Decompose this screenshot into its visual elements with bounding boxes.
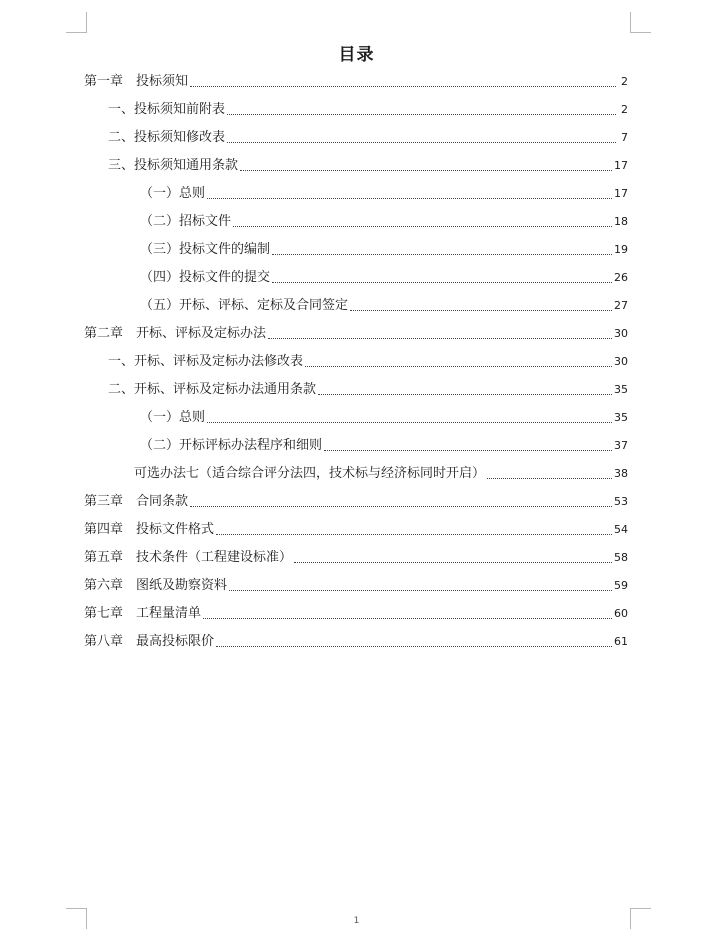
toc-entry-page: 37 (614, 439, 628, 452)
toc-entry-text: 可选办法七（适合综合评分法四，技术标与经济标同时开启） (134, 466, 486, 481)
toc-entry-page: 38 (614, 467, 628, 480)
toc-entry-page: 19 (614, 243, 628, 256)
toc-entry-text: （二）开标评标办法程序和细则 (140, 438, 323, 453)
toc-entry-text: 第四章 投标文件格式 (84, 522, 215, 537)
toc-entry-page: 61 (614, 635, 628, 648)
toc-entry-page: 17 (614, 159, 628, 172)
toc-entry-page: 35 (614, 411, 628, 424)
toc-entry[interactable] (84, 628, 628, 656)
toc-dot-leader (216, 533, 612, 535)
toc-entry-text: （二）招标文件 (140, 214, 232, 229)
toc-dot-leader (240, 169, 612, 171)
toc-entry[interactable] (84, 600, 628, 628)
toc-dot-leader (227, 141, 616, 143)
toc-dot-leader (324, 449, 612, 451)
toc-entry-text: 一、投标须知前附表 (108, 102, 226, 117)
toc-dot-leader (190, 505, 612, 507)
toc-entry[interactable] (84, 68, 628, 96)
toc-entry[interactable] (84, 516, 628, 544)
toc-entry[interactable] (84, 152, 628, 180)
toc-dot-leader (272, 281, 612, 283)
toc-entry-text: 第八章 最高投标限价 (84, 634, 215, 649)
toc-entry[interactable] (84, 460, 628, 488)
toc-entry-page: 30 (614, 355, 628, 368)
toc-entry-page: 59 (614, 579, 628, 592)
toc-dot-leader (190, 85, 616, 87)
toc-entry-page: 53 (614, 495, 628, 508)
toc-entry-page: 17 (614, 187, 628, 200)
toc-entry[interactable] (84, 404, 628, 432)
toc-entry-page: 18 (614, 215, 628, 228)
toc-entry-text: 二、开标、评标及定标办法通用条款 (108, 382, 317, 397)
crop-mark-top-left (66, 12, 87, 33)
toc-entry-page: 2 (621, 103, 628, 116)
toc-dot-leader (203, 617, 612, 619)
toc-entry-text: （五）开标、评标、定标及合同签定 (140, 298, 349, 313)
toc-entry-text: 第七章 工程量清单 (84, 606, 202, 621)
toc-dot-leader (227, 113, 616, 115)
crop-mark-top-right (630, 12, 651, 33)
toc-entry[interactable] (84, 488, 628, 516)
toc-dot-leader (487, 477, 612, 479)
toc-title: 目录 (338, 45, 375, 65)
toc-entry[interactable] (84, 124, 628, 152)
toc-entry-page: 7 (621, 131, 628, 144)
toc-entry-text: 第一章 投标须知 (84, 74, 189, 89)
toc-entry-page: 30 (614, 327, 628, 340)
toc-entry-text: 第三章 合同条款 (84, 494, 189, 509)
toc-entry-page: 54 (614, 523, 628, 536)
toc-dot-leader (268, 337, 612, 339)
toc-dot-leader (350, 309, 612, 311)
toc-entry[interactable] (84, 376, 628, 404)
toc-dot-leader (207, 421, 612, 423)
toc-entry[interactable] (84, 180, 628, 208)
toc-entry[interactable] (84, 292, 628, 320)
toc-entry-text: 二、投标须知修改表 (108, 130, 226, 145)
toc-entry-text: 第二章 开标、评标及定标办法 (84, 326, 267, 341)
toc-entry-page: 26 (614, 271, 628, 284)
toc-entry-text: （一）总则 (140, 410, 206, 425)
toc-entry[interactable] (84, 264, 628, 292)
toc-entry-page: 27 (614, 299, 628, 312)
toc-dot-leader (318, 393, 612, 395)
toc-entry-text: （一）总则 (140, 186, 206, 201)
toc-entry-page: 58 (614, 551, 628, 564)
toc-entry[interactable] (84, 432, 628, 460)
toc-dot-leader (272, 253, 612, 255)
toc-entry-page: 35 (614, 383, 628, 396)
toc-entry-text: （三）投标文件的编制 (140, 242, 271, 257)
toc-dot-leader (207, 197, 612, 199)
toc-dot-leader (294, 561, 612, 563)
toc-entry[interactable] (84, 544, 628, 572)
toc-entry-text: 第五章 技术条件（工程建设标准） (84, 550, 293, 565)
page-number: 1 (353, 916, 360, 926)
toc-entry[interactable] (84, 572, 628, 600)
toc-entry-text: （四）投标文件的提交 (140, 270, 271, 285)
toc-entry[interactable] (84, 320, 628, 348)
toc-entry-text: 三、投标须知通用条款 (108, 158, 239, 173)
table-of-contents (84, 68, 628, 656)
toc-entry-text: 第六章 图纸及勘察资料 (84, 578, 228, 593)
toc-dot-leader (229, 589, 612, 591)
toc-dot-leader (216, 645, 612, 647)
toc-entry[interactable] (84, 208, 628, 236)
toc-entry-page: 2 (621, 75, 628, 88)
toc-entry[interactable] (84, 348, 628, 376)
toc-entry-text: 一、开标、评标及定标办法修改表 (108, 354, 304, 369)
toc-dot-leader (233, 225, 612, 227)
toc-entry[interactable] (84, 96, 628, 124)
toc-entry-page: 60 (614, 607, 628, 620)
toc-entry[interactable] (84, 236, 628, 264)
toc-dot-leader (305, 365, 612, 367)
